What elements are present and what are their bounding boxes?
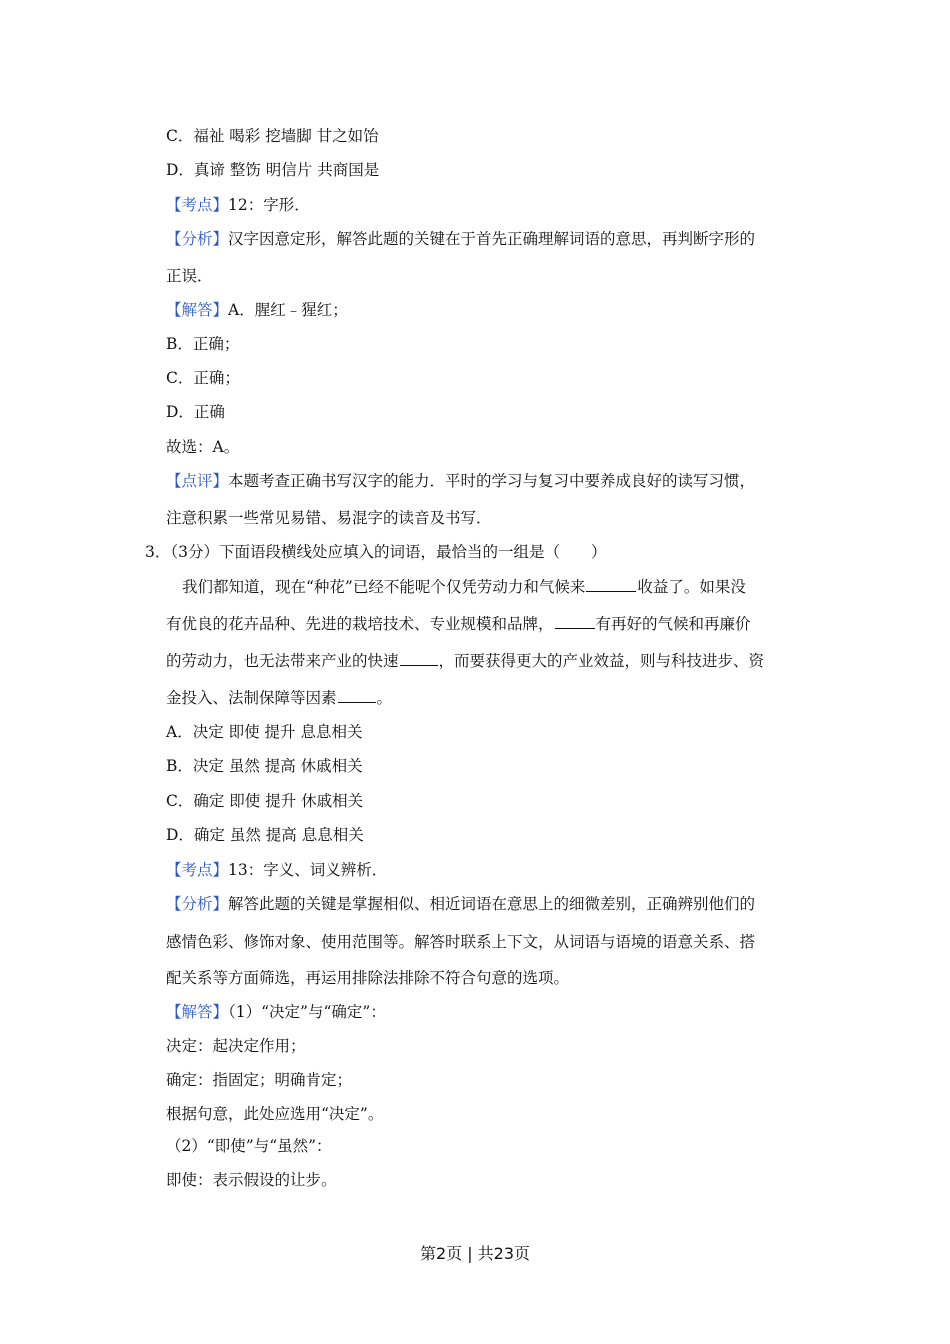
- answer-b: B．正确；: [166, 335, 240, 353]
- explain-line-3: 根据句意，此处应选用“决定”。: [166, 1105, 384, 1123]
- option-c-q3: C．确定 即使 提升 休戚相关: [166, 792, 364, 810]
- answer-c: C．正确；: [166, 369, 240, 387]
- fenxi-2-cont-2: 配关系等方面筛选，再运用排除法排除不符合句意的选项。: [166, 969, 570, 987]
- passage-text: 的劳动力，也无法带来产业的快速: [166, 652, 399, 670]
- fill-blank-1: [586, 577, 636, 592]
- passage-text: 。: [376, 689, 393, 707]
- fill-blank-3: [400, 651, 438, 666]
- dianping-cont: 注意积累一些常见易错、易混字的读音及书写．: [166, 509, 492, 527]
- dianping: [166, 471, 755, 491]
- kaodian-tag: 【考点】: [166, 196, 229, 214]
- fenxi-text: 解答此题的关键是掌握相似、相近词语在意思上的细微差别，正确辨别他们的: [228, 895, 756, 913]
- option-d-q2: D．真谛 整饬 明信片 共商国是: [166, 161, 380, 179]
- kaodian-text: 12：字形．: [228, 196, 310, 214]
- jieda-text: （1）“决定”与“确定”：: [228, 1003, 386, 1021]
- kaodian-1: [166, 195, 310, 215]
- fenxi-tag: 【分析】: [166, 230, 229, 248]
- question-3: 3．（3分）下面语段横线处应填入的词语，最恰当的一组是（ ）: [145, 543, 607, 561]
- option-b-q3: B．决定 虽然 提高 休戚相关: [166, 757, 363, 775]
- explain-line-1: 决定：起决定作用；: [166, 1037, 306, 1055]
- answer-d: D．正确: [166, 403, 225, 421]
- fill-blank-4: [338, 688, 376, 703]
- jieda-tag: 【解答】: [166, 1003, 229, 1021]
- passage-text: 收益了。如果没: [637, 578, 746, 596]
- passage-text: 有再好的气候和再廉价: [595, 615, 751, 633]
- kaodian-2: [166, 860, 387, 880]
- explain-line-5: 即使：表示假设的让步。: [166, 1171, 337, 1189]
- fenxi-tag: 【分析】: [166, 895, 229, 913]
- fenxi-2: [166, 894, 755, 914]
- page-footer: 第2页 | 共23页: [419, 1244, 531, 1263]
- explain-line-2: 确定：指固定；明确肯定；: [166, 1071, 353, 1089]
- passage-text: 金投入、法制保障等因素: [166, 689, 337, 707]
- option-c-q2: C．福祉 喝彩 挖墙脚 甘之如饴: [166, 127, 379, 145]
- fenxi-2-cont-1: 感情色彩、修饰对象、使用范围等。解答时联系上下文，从词语与语境的语意关系、搭: [166, 933, 756, 951]
- passage-text: ，而要获得更大的产业效益，则与科技进步、资: [438, 652, 765, 670]
- fenxi-text: 汉字因意定形，解答此题的关键在于首先正确理解词语的意思，再判断字形的: [228, 230, 756, 248]
- answer-choice: 故选：A。: [166, 438, 240, 456]
- passage-text: 我们都知道，现在“种花”已经不能呢个仅凭劳动力和气候来: [182, 578, 586, 596]
- passage-text: 有优良的花卉品种、先进的栽培技术、专业规模和品牌，: [166, 615, 554, 633]
- fenxi-1-cont: 正误．: [166, 267, 213, 285]
- jieda-1: [166, 300, 348, 320]
- passage-line-2: [166, 614, 751, 634]
- jieda-2: [166, 1002, 386, 1022]
- explain-line-4: （2）“即使”与“虽然”：: [166, 1137, 332, 1155]
- dianping-text: 本题考查正确书写汉字的能力．平时的学习与复习中要养成良好的读写习惯，: [228, 472, 756, 490]
- option-a-q3: A．决定 即使 提升 息息相关: [166, 723, 363, 741]
- kaodian-text: 13：字义、词义辨析．: [228, 861, 388, 879]
- kaodian-tag: 【考点】: [166, 861, 229, 879]
- jieda-text: A．腥红﹣猩红；: [228, 301, 348, 319]
- option-d-q3: D．确定 虽然 提高 息息相关: [166, 826, 364, 844]
- dianping-tag: 【点评】: [166, 472, 229, 490]
- fill-blank-2: [555, 614, 595, 629]
- fenxi-1: [166, 229, 755, 249]
- jieda-tag: 【解答】: [166, 301, 229, 319]
- passage-line-3: [166, 651, 764, 671]
- passage-line-4: [166, 688, 392, 708]
- passage-line-1: [182, 577, 746, 597]
